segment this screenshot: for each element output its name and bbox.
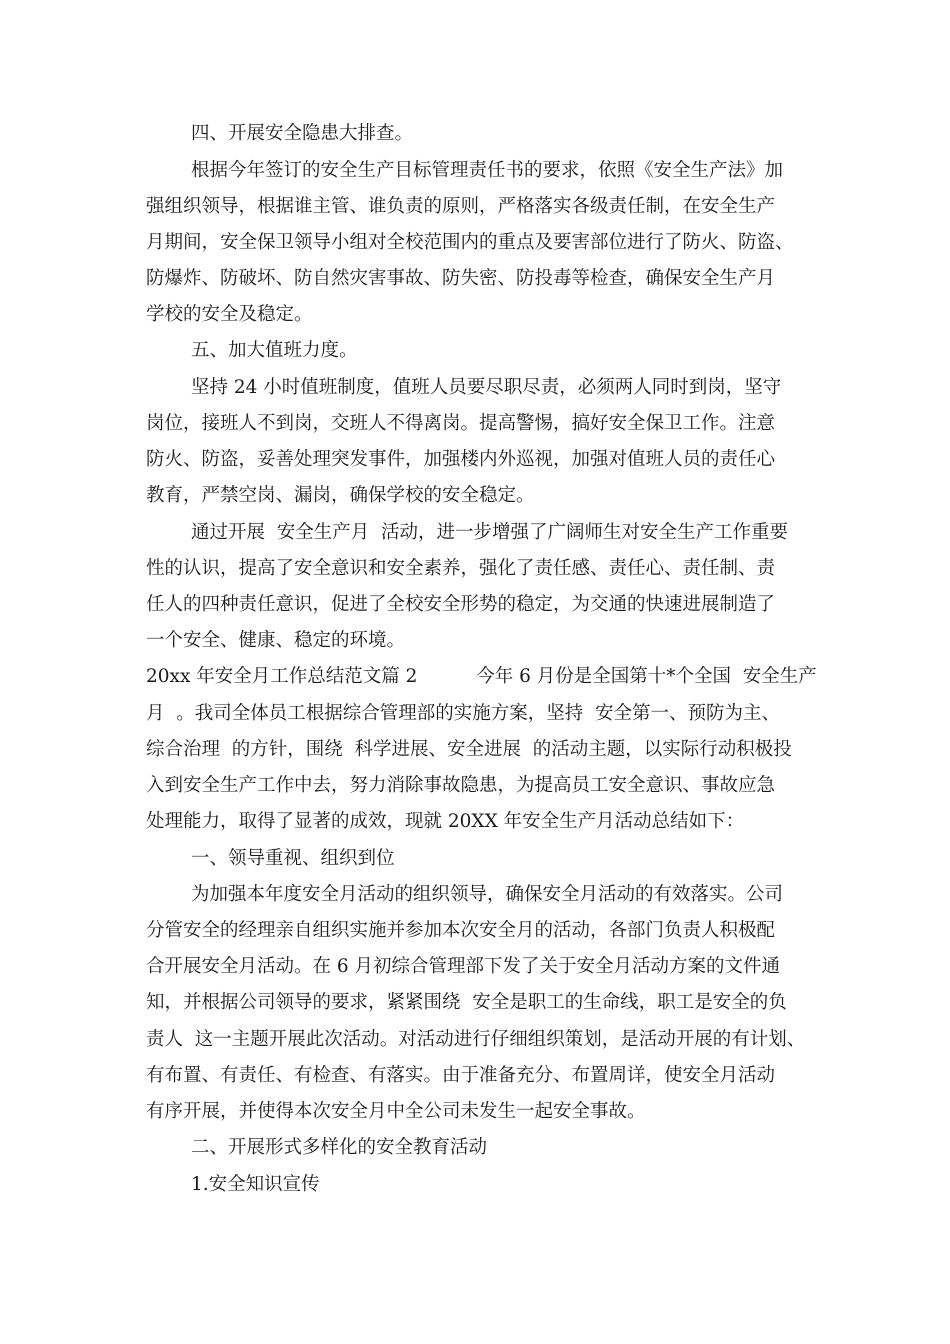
paragraph-line: 入到安全生产工作中去，努力消除事故隐患，为提高员工安全意识、事故应急 <box>146 775 776 796</box>
paragraph-line: 根据今年签订的安全生产目标管理责任书的要求，依照《安全生产法》加 <box>191 160 784 181</box>
paragraph-line: 任人的四种责任意识，促进了全校安全形势的稳定，为交通的快速进展制造了 <box>146 594 776 615</box>
paragraph-line: 有布置、有责任、有检查、有落实。由于准备充分、布置周详，使安全月活动 <box>146 1065 776 1086</box>
paragraph-line: 月 。我司全体员工根据综合管理部的实施方案，坚持 安全第一、预防为主、 <box>146 703 781 724</box>
article-title-line: 20xx 年安全月工作总结范文篇 2 今年 6 月份是全国第十*个全国 安全生产 <box>146 666 817 687</box>
paragraph-line: 分管安全的经理亲自组织实施并参加本次安全月的活动，各部门负责人积极配 <box>146 920 776 941</box>
paragraph-line: 有序开展，并使得本次安全月中全公司未发生一起安全事故。 <box>146 1101 646 1122</box>
section-heading: 五、加大值班力度。 <box>191 340 358 361</box>
paragraph-line: 强组织领导，根据谁主管、谁负责的原则，严格落实各级责任制，在安全生产 <box>146 196 776 217</box>
section-heading: 四、开展安全隐患大排查。 <box>191 123 414 144</box>
paragraph-line: 处理能力，取得了显著的成效，现就 20XX 年安全生产月活动总结如下： <box>146 811 745 832</box>
paragraph-line: 学校的安全及稳定。 <box>146 304 313 325</box>
paragraph-line: 一个安全、健康、稳定的环境。 <box>146 630 406 651</box>
section-heading: 一、领导重视、组织到位 <box>191 848 395 869</box>
paragraph-line: 合开展安全月活动。在 6 月初综合管理部下发了关于安全月活动方案的文件通 <box>146 956 781 977</box>
paragraph-line: 防爆炸、防破坏、防自然灾害事故、防失密、防投毒等检查，确保安全生产月 <box>146 268 776 289</box>
paragraph-line: 知，并根据公司领导的要求，紧紧围绕 安全是职工的生命线，职工是安全的负 <box>146 992 787 1013</box>
paragraph-line: 坚持 24 小时值班制度，值班人员要尽职尽责，必须两人同时到岗，坚守 <box>191 377 782 398</box>
paragraph-line: 防火、防盗，妥善处理突发事件，加强楼内外巡视，加强对值班人员的责任心 <box>146 449 776 470</box>
paragraph-line: 性的认识，提高了安全意识和安全素养，强化了责任感、责任心、责任制、责 <box>146 558 776 579</box>
section-heading: 二、开展形式多样化的安全教育活动 <box>191 1137 488 1158</box>
paragraph-line: 岗位，接班人不到岗，交班人不得离岗。提高警惕，搞好安全保卫工作。注意 <box>146 413 776 434</box>
subsection-heading: 1.安全知识宣传 <box>191 1174 320 1195</box>
paragraph-line: 为加强本年度安全月活动的组织领导，确保安全月活动的有效落实。公司 <box>191 884 784 905</box>
paragraph-line: 教育，严禁空岗、漏岗，确保学校的安全稳定。 <box>146 485 535 506</box>
paragraph-line: 综合治理 的方针，围绕 科学进展、安全进展 的活动主题，以实际行动积极投 <box>146 739 792 760</box>
paragraph-line: 通过开展 安全生产月 活动，进一步增强了广阔师生对安全生产工作重要 <box>191 522 789 543</box>
paragraph-line: 责人 这一主题开展此次活动。对活动进行仔细组织策划，是活动开展的有计划、 <box>146 1029 806 1050</box>
paragraph-line: 月期间，安全保卫领导小组对全校范围内的重点及要害部位进行了防火、防盗、 <box>146 232 794 253</box>
